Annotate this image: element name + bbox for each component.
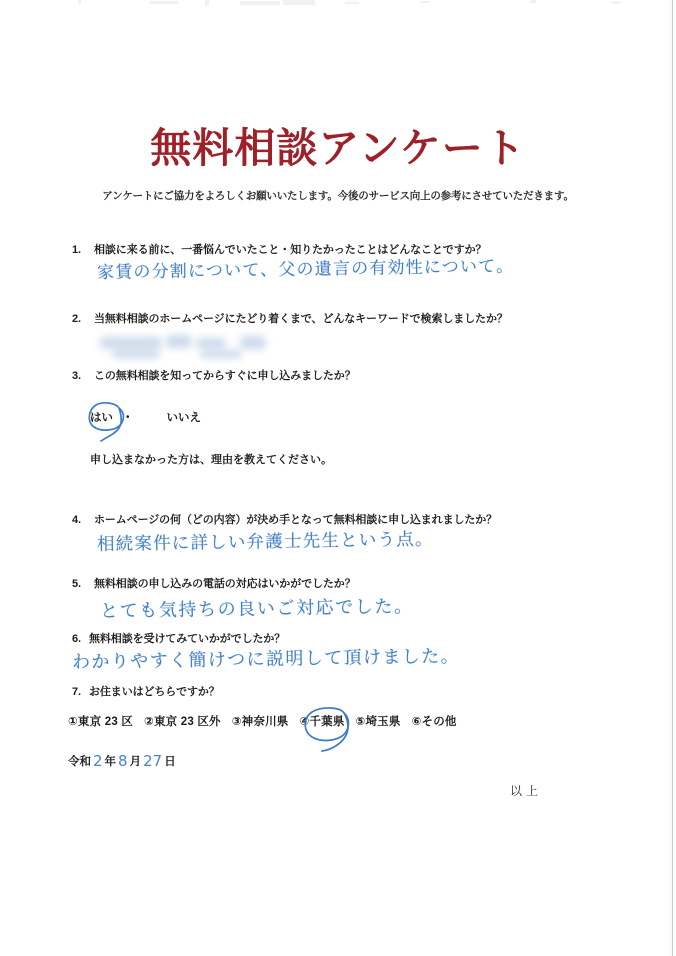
question-3-text: この無料相談を知ってからすぐに申し込みましたか？ xyxy=(94,370,356,382)
option-yes[interactable]: はい xyxy=(90,412,113,424)
question-2-number: 2. xyxy=(72,313,81,325)
region-option-other[interactable]: ⑥その他 xyxy=(411,716,457,728)
answer-1-handwritten: 家賃の分割について、父の遺言の有効性について。 xyxy=(96,256,515,283)
page-title: 無料相談アンケート xyxy=(150,124,526,172)
question-7-options xyxy=(68,713,468,729)
answer-4-handwritten: 相続案件に詳しい弁護士先生という点。 xyxy=(96,529,434,555)
date-year-unit: 年 xyxy=(104,756,117,768)
question-6 xyxy=(72,630,285,646)
question-4-text: ホームページの何（どの内容）が決め手となって無料相談に申し込まれましたか？ xyxy=(94,514,498,526)
date-line xyxy=(68,751,176,769)
answer-6-handwritten: わかりやすく簡けつに説明して頂けました。 xyxy=(71,645,461,673)
question-3-number: 3. xyxy=(72,370,81,382)
question-7-text: お住まいはどちらですか？ xyxy=(89,686,220,698)
scan-artifact-top-edge xyxy=(0,0,676,8)
question-2 xyxy=(72,310,508,326)
question-5 xyxy=(72,575,356,591)
date-day-value[interactable]: 27 xyxy=(143,752,163,770)
question-3-options xyxy=(90,409,201,425)
region-option-kanagawa[interactable]: ③神奈川県 xyxy=(231,716,289,728)
question-3 xyxy=(72,367,356,383)
region-option-chiba[interactable]: ④千葉県 xyxy=(299,716,345,728)
question-4 xyxy=(72,511,497,527)
date-year-value[interactable]: 2 xyxy=(93,752,103,770)
question-7 xyxy=(72,683,220,699)
answer-5-handwritten: とても気持ちの良いご対応でした。 xyxy=(99,596,414,622)
region-option-tokyo23[interactable]: ①東京 23 区 xyxy=(68,716,134,728)
question-1-text: 相談に来る前に、一番悩んでいたこと・知りたかったことはどんなことですか？ xyxy=(94,244,487,256)
option-no[interactable]: いいえ xyxy=(166,412,201,424)
question-5-number: 5. xyxy=(72,578,81,590)
pen-circle-option-chiba xyxy=(300,704,366,756)
answer-2-redacted xyxy=(100,333,300,363)
question-7-number: 7. xyxy=(72,686,81,698)
date-era-label: 令和 xyxy=(68,756,91,768)
region-option-tokyo-outside[interactable]: ②東京 23 区外 xyxy=(144,716,221,728)
date-day-unit: 日 xyxy=(164,756,176,768)
region-option-saitama[interactable]: ⑤埼玉県 xyxy=(355,716,401,728)
question-6-text: 無料相談を受けてみていかがでしたか？ xyxy=(89,633,286,645)
page-subtitle: アンケートにご協力をよろしくお願いいたします。今後のサービス向上の参考にさせていただきます。 xyxy=(102,190,574,202)
question-2-text: 当無料相談のホームページにたどり着くまで、どんなキーワードで検索しましたか？ xyxy=(94,313,508,325)
option-separator: ・ xyxy=(122,412,134,424)
question-4-number: 4. xyxy=(72,514,81,526)
date-month-unit: 月 xyxy=(129,756,142,768)
question-1-number: 1. xyxy=(72,244,81,256)
question-5-text: 無料相談の申し込みの電話の対応はいかがでしたか？ xyxy=(94,578,356,590)
footer-closing: 以上 xyxy=(510,784,543,798)
date-month-value[interactable]: 8 xyxy=(118,752,128,770)
question-6-number: 6. xyxy=(72,633,81,645)
question-3-followup-note: 申し込まなかった方は、理由を教えてください。 xyxy=(90,454,332,466)
